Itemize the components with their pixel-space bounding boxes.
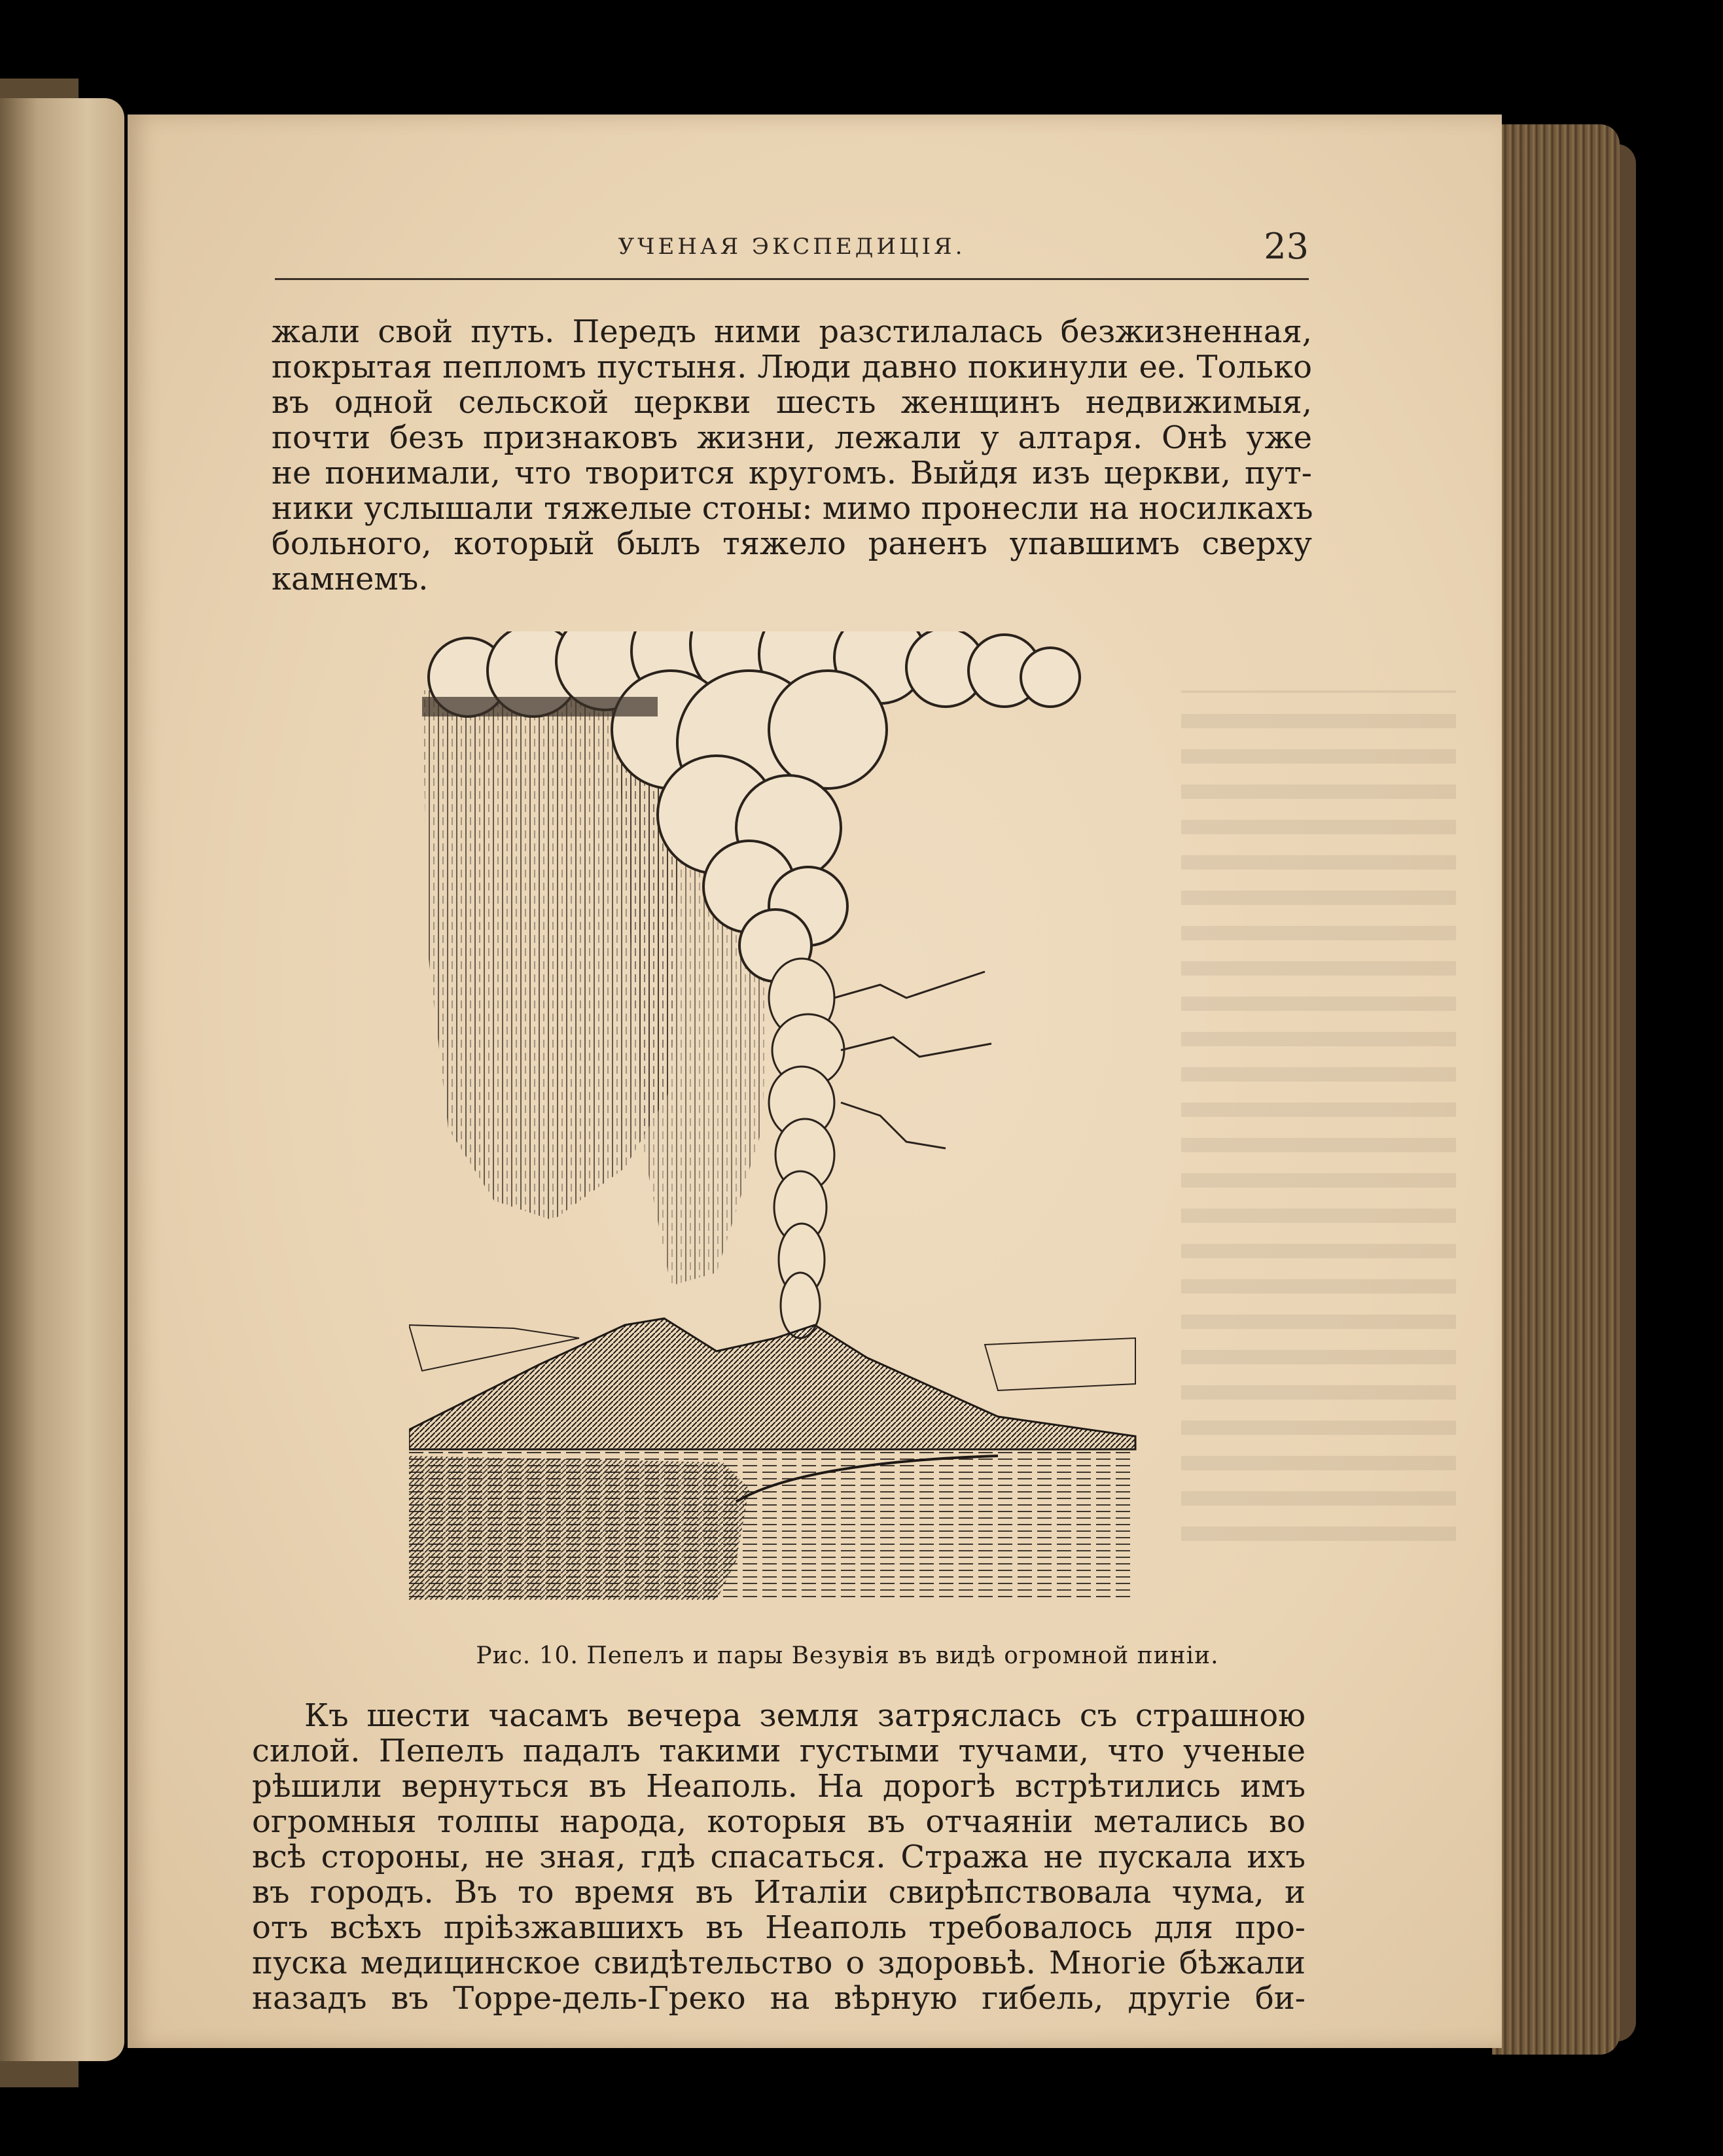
bay-of-naples <box>409 1449 1135 1600</box>
text-line: рѣшили вернуться въ Неаполь. На дорогѣ встрѣтились имъ <box>252 1768 1306 1805</box>
text-line: пуска медицинское свидѣтельство о здоровьѣ. Многіе бѣжали <box>252 1945 1306 1981</box>
text-line: не понимали, что творится кругомъ. Выйдя изъ церкви, пут- <box>272 455 1312 491</box>
page-number: 23 <box>1264 226 1309 267</box>
paragraph-bottom <box>252 1698 1306 2016</box>
book-page <box>128 115 1502 2048</box>
text-line: отъ всѣхъ пріѣзжавшихъ въ Неаполь требовалось для про- <box>252 1909 1306 1946</box>
paragraph-top <box>272 314 1312 597</box>
text-line: назадъ въ Торре-дель-Греко на вѣрную гибель, другіе би- <box>252 1980 1306 2017</box>
smoke-column <box>769 959 844 1338</box>
previous-page-edge <box>0 98 124 2061</box>
lightning <box>834 972 991 1148</box>
text-line: почти безъ признаковъ жизни, лежали у алтаря. Онѣ уже <box>272 419 1312 456</box>
text-line: ники услышали тяжелые стоны: мимо пронесли на носилкахъ <box>272 490 1313 527</box>
page-header <box>275 226 1309 280</box>
vesuvius-illustration <box>409 631 1279 1600</box>
text-line: жали свой путь. Передъ ними разстилалась безжизненная, <box>272 313 1312 350</box>
text-line: силой. Пепелъ падалъ такими густыми тучами, что ученые <box>252 1733 1306 1769</box>
figure-caption: Рис. 10. Пепелъ и пары Везувія въ видѣ огромной пиніи. <box>476 1642 1219 1669</box>
text-line: въ городъ. Въ то время въ Италіи свирѣпствовала чума, и <box>252 1874 1306 1911</box>
vesuvius-mountain <box>409 1318 1135 1449</box>
text-line: покрытая пепломъ пустыня. Люди давно покинули ее. Только <box>272 349 1312 385</box>
page-block-edges <box>1492 124 1620 2055</box>
text-line: въ одной сельской церкви шесть женщинъ недвижимыя, <box>272 384 1312 421</box>
text-line: всѣ стороны, не зная, гдѣ спасаться. Стража не пускала ихъ <box>252 1839 1306 1875</box>
text-line: камнемъ. <box>272 561 429 597</box>
text-line: Къ шести часамъ вечера земля затряслась съ страшною <box>304 1697 1306 1734</box>
text-line: больного, который былъ тяжело раненъ упавшимъ сверху <box>272 525 1312 562</box>
text-line: огромныя толпы народа, которыя въ отчаяніи метались во <box>252 1803 1306 1840</box>
running-title: УЧЕНАЯ ЭКСПЕДИЦІЯ. <box>618 234 966 260</box>
